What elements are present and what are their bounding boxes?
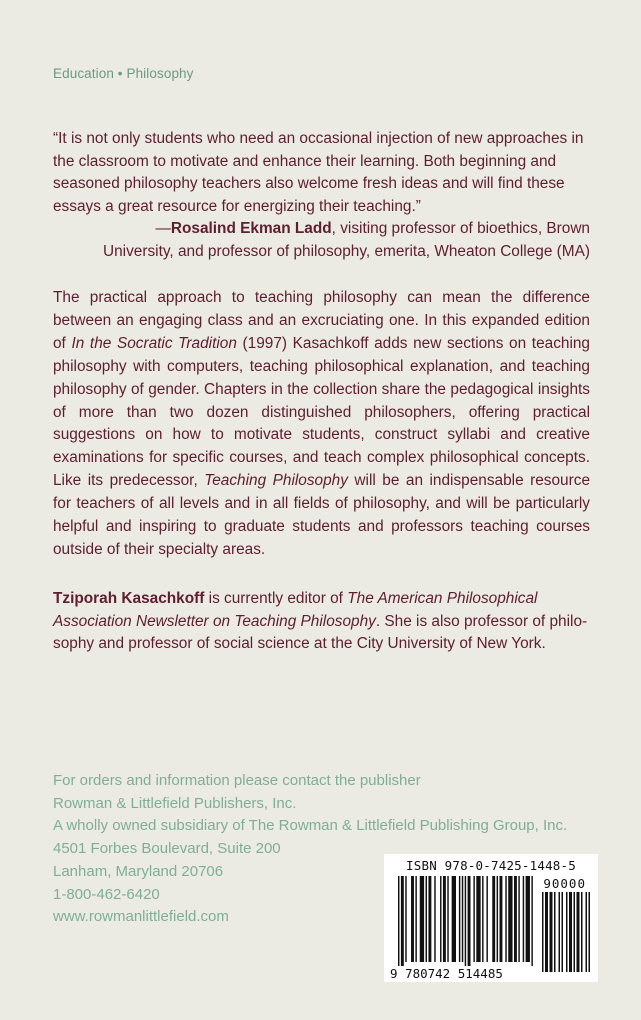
description-title2: Teaching Philosophy xyxy=(204,472,348,490)
contact-line-publisher: Rowman & Littlefield Publishers, Inc. xyxy=(53,794,297,812)
description-title1: In the Socratic Tradition xyxy=(71,334,237,352)
affiliation-line2: University, and professor of philosophy, emerita, Wheaton College (MA) xyxy=(102,242,590,260)
description-part2: (1997) Kasachkoff adds new sections on teaching philosophy with computers, teaching philosophical explanation, and teaching philosophy of gender. Chapters in the collection share the pedagogical insights of more than two dozen distinguished philosophers, offering practical suggestions on how to motivate students, construct syllabi and creative examinations for specific courses, and teach complex philosophical concepts. Like its predecessor, xyxy=(53,334,590,490)
ean-digits: 9 780742 514485 xyxy=(390,966,503,981)
author-name: Tziporah Kasachkoff xyxy=(53,590,205,607)
isbn-label: ISBN 978-0-7425-1448-5 xyxy=(406,858,576,873)
contact-line-phone: 1-800-462-6420 xyxy=(53,885,160,903)
isbn-barcode xyxy=(384,854,598,982)
ean-bars xyxy=(398,876,533,966)
description-part3: will be an indispensable resource for teachers of all levels and in all fields of philosophy, and will be particularly helpful and inspiring to graduate students and professors teaching courses outside of their specialty areas. xyxy=(53,472,591,558)
bio-part2: . She is also professor of philosophy and professor of social science at the City University of New York. xyxy=(53,612,588,652)
addon-bars xyxy=(542,892,590,972)
contact-line-subsidiary: A wholly owned subsidiary of The Rowman & Littlefield Publishing Group, Inc. xyxy=(53,817,568,835)
price-code: 90000 xyxy=(543,876,586,891)
quote-text: “It is not only students who need an occasional injection of new approaches in the classroom to motivate and enhance their learning. Both beginning and seasoned philosophy teachers also welcome fresh ideas and will find these essays a great resource for energizing their teaching.” xyxy=(53,130,584,215)
bio-publication: The American Philosophical Association Newsletter on Teaching Philosophy xyxy=(53,590,538,630)
book-description xyxy=(53,287,590,562)
bio-part1: is currently editor of xyxy=(204,590,348,607)
barcode-graphic xyxy=(384,854,598,982)
contact-line-street: 4501 Forbes Boulevard, Suite 200 xyxy=(53,840,281,858)
author-bio xyxy=(53,588,590,656)
contact-line-website: www.rowmanlittlefield.com xyxy=(53,908,229,926)
attribution-dash: — xyxy=(155,220,171,237)
category-label: Education • Philosophy xyxy=(53,66,194,81)
affiliation-line1: , visiting professor of bioethics, Brown xyxy=(331,220,590,237)
endorser-name: Rosalind Ekman Ladd xyxy=(170,220,332,237)
description-part1: The practical approach to teaching philosophy can mean the difference between an engaging class and an excruciating one. In this expanded edition of xyxy=(53,289,590,352)
contact-line-city: Lanham, Maryland 20706 xyxy=(53,862,224,880)
endorsement-quote xyxy=(53,128,590,263)
attribution-first-line xyxy=(53,218,590,241)
contact-line-orders: For orders and information please contact the publisher xyxy=(53,772,421,789)
quote-attribution xyxy=(53,218,590,263)
